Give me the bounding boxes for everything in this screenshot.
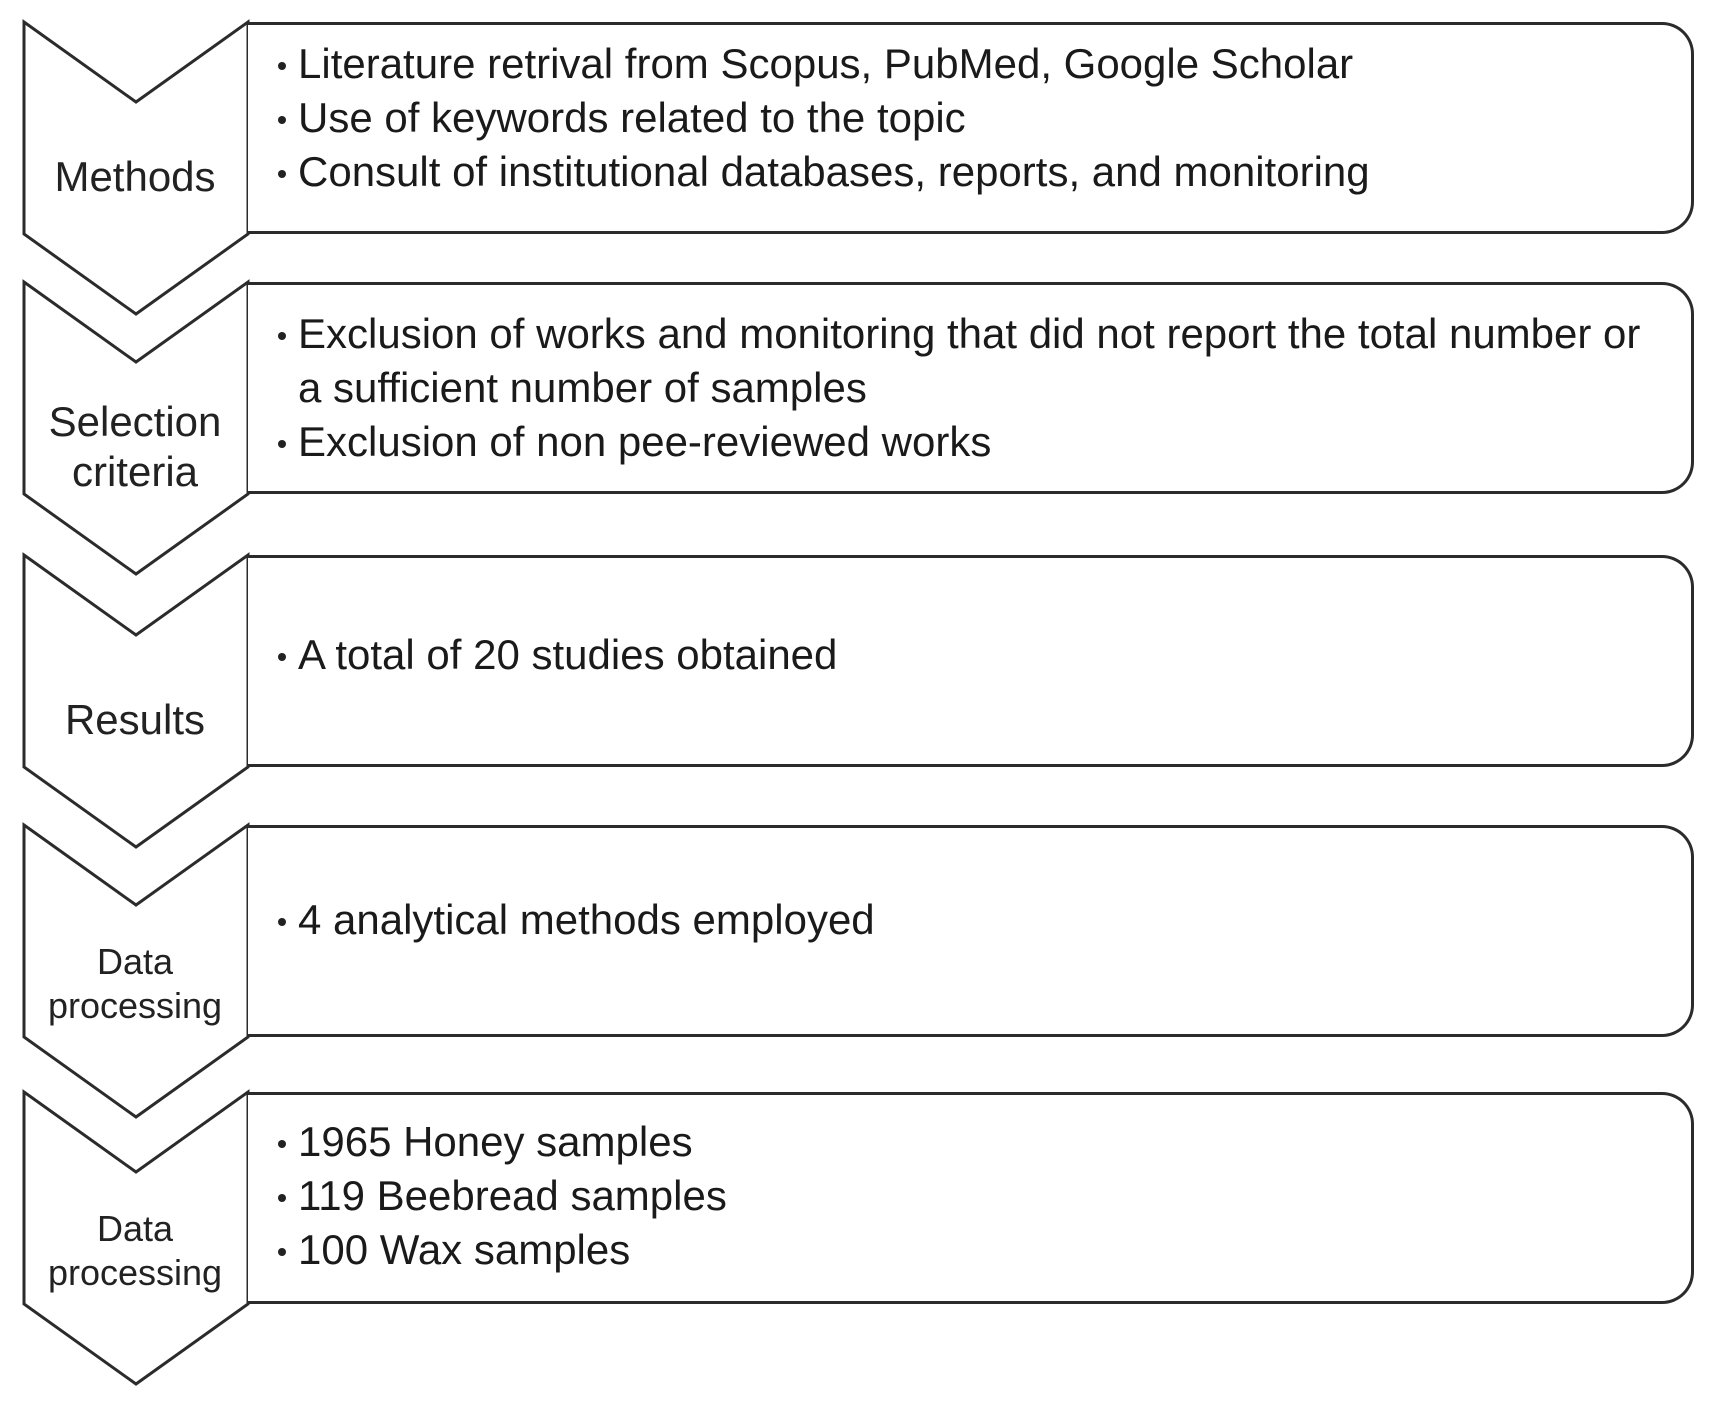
stage-box <box>248 22 1694 234</box>
stage-label <box>24 1207 246 1295</box>
stage-box <box>248 1092 1694 1304</box>
stage-label-line: Data <box>96 941 174 982</box>
bullet-item: Exclusion of non pee-reviewed works <box>276 415 1663 469</box>
stage-box <box>248 282 1694 494</box>
bullet-item: 1965 Honey samples <box>276 1115 1663 1169</box>
bullet-item: Use of keywords related to the topic <box>276 91 1663 145</box>
bullet-item: A total of 20 studies obtained <box>276 628 1663 682</box>
stage-label <box>24 397 246 497</box>
stage-label <box>24 940 246 1028</box>
bullet-item: 100 Wax samples <box>276 1223 1663 1277</box>
stage-label <box>24 152 246 202</box>
stage-label-line: Methods <box>54 153 216 200</box>
bullet-list <box>276 628 1663 682</box>
stage-label-line: processing <box>47 1252 223 1293</box>
stage-box <box>248 825 1694 1037</box>
stage-label-line: criteria <box>71 448 199 495</box>
stage-label-line: processing <box>47 985 223 1026</box>
bullet-item: Literature retrival from Scopus, PubMed, Google Scholar <box>276 37 1663 91</box>
bullet-list <box>276 893 1663 947</box>
bullet-list <box>276 37 1663 199</box>
bullet-item: Exclusion of works and monitoring that did not report the total number or a sufficient number of samples <box>276 307 1663 415</box>
stage-box <box>248 555 1694 767</box>
stage-label <box>24 695 246 745</box>
bullet-item: 119 Beebread samples <box>276 1169 1663 1223</box>
bullet-item: 4 analytical methods employed <box>276 893 1663 947</box>
stage-label-line: Data <box>96 1208 174 1249</box>
bullet-item: Consult of institutional databases, reports, and monitoring <box>276 145 1663 199</box>
stage-label-line: Results <box>64 696 206 743</box>
bullet-list <box>276 1115 1663 1277</box>
bullet-list <box>276 307 1663 469</box>
stage-label-line: Selection <box>48 398 222 445</box>
